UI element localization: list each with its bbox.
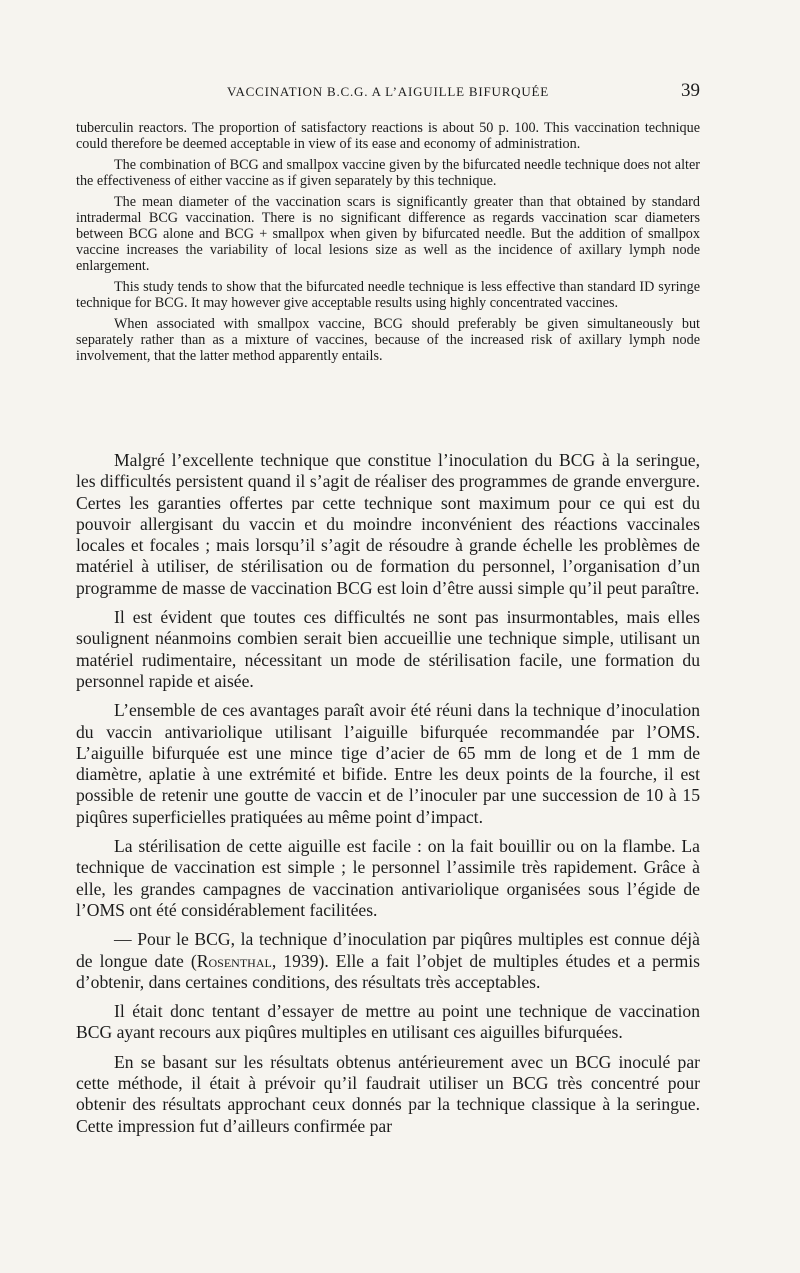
summary-paragraph: The mean diameter of the vaccination scars is significantly greater than that obtained by standard intradermal BCG vaccination. There is no significant difference as regards vaccination scar diameters between BCG alone and BCG + smallpox when given by bifurcated needle. But the addition of smallpox vaccine increases the variability of local lesions size as well as the incidence of axillary lymph node enlargement. <box>76 194 700 274</box>
body-paragraph: Il est évident que toutes ces difficultés ne sont pas insurmontables, mais elles soulignent néanmoins combien serait bien accueillie une technique simple, utilisant un matériel rudimentaire, nécessitant un mode de stérilisation facile, une formation du personnel rapide et aisée. <box>76 607 700 691</box>
english-summary <box>76 120 700 369</box>
main-text <box>76 450 700 1145</box>
body-text-segment: , 1939). Elle a fait l’objet de multiples études et a permis d’obtenir, dans certaines conditions, des résultats très acceptables. <box>76 950 700 992</box>
body-paragraph: L’ensemble de ces avantages paraît avoir été réuni dans la technique d’inoculation du vaccin antivariolique utilisant l’aiguille bifurquée recommandée par l’OMS. L’aiguille bifurquée est une mince tige d’acier de 65 mm de long et de 1 mm de diamètre, aplatie à une extrémité et bifide. Entre les deux points de la fourche, il est possible de retenir une goutte de vaccin et de l’inoculer par une succession de 10 à 15 piqûres superficielles pratiquées au même point d’impact. <box>76 700 700 827</box>
summary-paragraph: tuberculin reactors. The proportion of satisfactory reactions is about 50 p. 100. This vaccination technique could therefore be deemed acceptable in view of its ease and economy of administration. <box>76 120 700 152</box>
body-paragraph: En se basant sur les résultats obtenus antérieurement avec un BCG inoculé par cette méthode, il était à prévoir qu’il faudrait utiliser un BCG très concentré pour obtenir des résultats approchant ceux donnés par la technique classique à la seringue. Cette impression fut d’ailleurs confirmée par <box>76 1051 700 1136</box>
summary-paragraph: This study tends to show that the bifurcated needle technique is less effective than standard ID syringe technique for BCG. It may however give acceptable results using highly concentrated vaccines. <box>76 279 700 311</box>
body-paragraph: Malgré l’excellente technique que constitue l’inoculation du BCG à la seringue, les difficultés persistent quand il s’agit de réaliser des programmes de grande envergure. Certes les garanties offertes par cette technique sont maximum pour ce qui est du pouvoir allergisant du vaccin et du moindre inconvénient des réactions vaccinales locales et focales ; mais lorsqu’il s’agit de résoudre à grande échelle les problèmes de matériel à utiliser, de stérilisation ou de formation du personnel, l’organisation d’un programme de masse de vaccination BCG est loin d’être aussi simple qu’il peut paraître. <box>76 450 700 598</box>
running-header <box>76 82 700 106</box>
running-title: VACCINATION B.C.G. A L’AIGUILLE BIFURQUÉE <box>226 84 550 99</box>
body-text-segment: — Pour le BCG, la technique d’inoculation par piqûres multiples est connue déjà de longue date ( <box>76 929 700 971</box>
body-paragraph <box>76 929 700 993</box>
page-number: 39 <box>681 80 700 101</box>
body-paragraph: Il était donc tentant d’essayer de mettre au point une technique de vaccination BCG ayant recours aux piqûres multiples en utilisant ces aiguilles bifurquées. <box>76 1001 700 1043</box>
body-paragraph: La stérilisation de cette aiguille est facile : on la fait bouillir ou on la flambe. La technique de vaccination est simple ; le personnel l’assimile très rapidement. Grâce à elle, les grandes campagnes de vaccination antivariolique organisées sous l’égide de l’OMS ont été considérablement facilitées. <box>76 836 700 920</box>
summary-paragraph: The combination of BCG and smallpox vaccine given by the bifurcated needle technique does not alter the effectiveness of either vaccine as if given separately by this technique. <box>76 157 700 189</box>
citation-author: Rosenthal <box>196 950 272 971</box>
summary-paragraph: When associated with smallpox vaccine, BCG should preferably be given simultaneously but separately rather than as a mixture of vaccines, because of the increased risk of axillary lymph node involvement, that the latter method apparently entails. <box>76 316 700 364</box>
